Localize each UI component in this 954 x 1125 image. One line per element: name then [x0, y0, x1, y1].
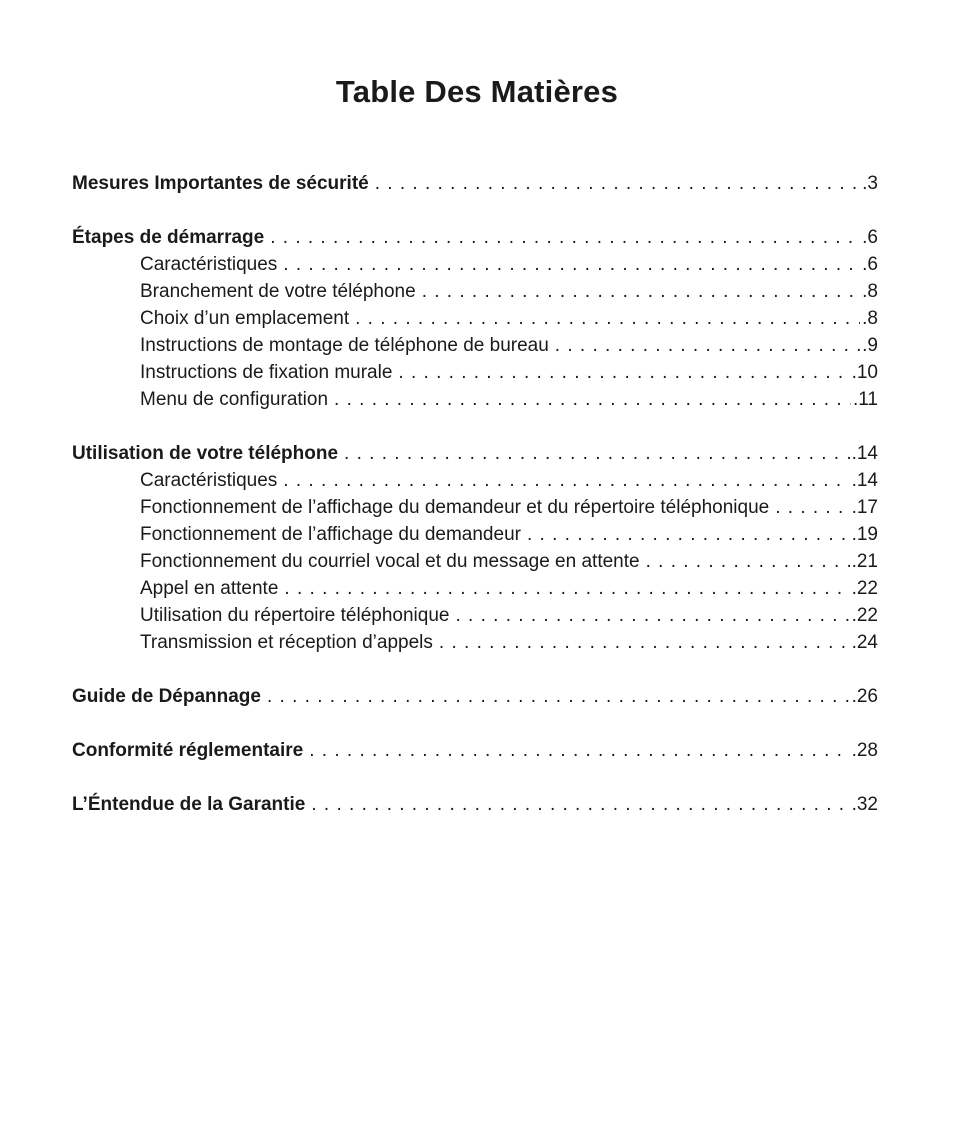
toc-section-heading[interactable] — [72, 440, 878, 467]
dot-leader — [334, 386, 851, 413]
toc-section-heading[interactable] — [72, 224, 878, 251]
toc-section-heading-label: Conformité réglementaire — [72, 740, 304, 761]
toc-entry[interactable] — [140, 278, 878, 305]
toc-section-heading-page-number: .3 — [862, 173, 878, 194]
toc-section-heading-label: Étapes de démarrage — [72, 227, 265, 248]
toc-entry-page-number: .8 — [862, 308, 878, 329]
toc-entry-label: Fonctionnement de l’affichage du demandeur — [140, 524, 521, 545]
toc-section — [72, 737, 878, 764]
dot-leader — [422, 278, 860, 305]
toc-section-heading[interactable] — [72, 170, 878, 197]
toc-entry-label: Fonctionnement de l’affichage du demandeur et du répertoire téléphonique — [140, 497, 770, 518]
toc-entry-label: Utilisation du répertoire téléphonique — [140, 605, 450, 626]
toc-entry[interactable] — [140, 521, 878, 548]
toc-entry-page-number: .17 — [851, 497, 878, 518]
toc-entry-page-number: .9 — [862, 335, 878, 356]
toc-entry[interactable] — [140, 575, 878, 602]
toc-section-heading-label: Mesures Importantes de sécurité — [72, 173, 369, 194]
toc-section-heading-label: Guide de Dépannage — [72, 686, 261, 707]
toc-section — [72, 224, 878, 413]
dot-leader — [344, 440, 850, 467]
toc-entry-page-number: .6 — [862, 254, 878, 275]
toc-entry-label: Transmission et réception d’appels — [140, 632, 433, 653]
toc-section-heading[interactable] — [72, 791, 878, 818]
dot-leader — [267, 683, 850, 710]
toc-section — [72, 170, 878, 197]
toc-entry-page-number: .11 — [852, 389, 878, 410]
dot-leader — [283, 251, 860, 278]
toc-entry-label: Instructions de montage de téléphone de bureau — [140, 335, 549, 356]
toc-entry-label: Appel en attente — [140, 578, 279, 599]
toc-entry-label: Menu de configuration — [140, 389, 329, 410]
toc-entry-page-number: .22 — [851, 605, 878, 626]
toc-entry[interactable] — [140, 359, 878, 386]
dot-leader — [455, 602, 849, 629]
toc-section-heading-page-number: .32 — [851, 794, 878, 815]
dot-leader — [439, 629, 850, 656]
toc-section-heading-label: Utilisation de votre téléphone — [72, 443, 339, 464]
toc-entry[interactable] — [140, 251, 878, 278]
toc-section-heading-page-number: .28 — [851, 740, 878, 761]
toc-entry-label: Caractéristiques — [140, 470, 278, 491]
toc-entry-page-number: .22 — [851, 578, 878, 599]
toc-entry[interactable] — [140, 332, 878, 359]
toc-entry-label: Branchement de votre téléphone — [140, 281, 416, 302]
dot-leader — [270, 224, 860, 251]
toc-section-heading-page-number: .14 — [851, 443, 878, 464]
dot-leader — [527, 521, 850, 548]
toc-section — [72, 440, 878, 656]
toc-entry-label: Caractéristiques — [140, 254, 278, 275]
toc-section-heading-page-number: .26 — [851, 686, 878, 707]
dot-leader — [375, 170, 860, 197]
toc-entry-page-number: .19 — [851, 524, 878, 545]
dot-leader — [309, 737, 849, 764]
toc-section-heading-page-number: .6 — [862, 227, 878, 248]
toc-entry-page-number: .14 — [851, 470, 878, 491]
toc-entry[interactable] — [140, 548, 878, 575]
table-of-contents — [72, 170, 878, 845]
toc-entry-label: Choix d’un emplacement — [140, 308, 350, 329]
toc-entry-label: Instructions de fixation murale — [140, 362, 393, 383]
toc-section-heading[interactable] — [72, 683, 878, 710]
toc-entry-page-number: .10 — [851, 362, 878, 383]
toc-entry[interactable] — [140, 494, 878, 521]
toc-entry[interactable] — [140, 467, 878, 494]
toc-section-heading-label: L’Éntendue de la Garantie — [72, 794, 306, 815]
toc-entry[interactable] — [140, 602, 878, 629]
dot-leader — [398, 359, 849, 386]
page-title: Table Des Matières — [335, 74, 619, 109]
toc-section-heading[interactable] — [72, 737, 878, 764]
dot-leader — [284, 575, 849, 602]
toc-entry[interactable] — [140, 305, 878, 332]
dot-leader — [775, 494, 849, 521]
toc-entry[interactable] — [140, 386, 878, 413]
dot-leader — [555, 332, 860, 359]
toc-entry-label: Fonctionnement du courriel vocal et du message en attente — [140, 551, 640, 572]
toc-entry-page-number: .21 — [851, 551, 878, 572]
dot-leader — [283, 467, 849, 494]
toc-entry[interactable] — [140, 629, 878, 656]
toc-entry-page-number: .24 — [851, 632, 878, 653]
dot-leader — [311, 791, 849, 818]
dot-leader — [646, 548, 850, 575]
toc-entry-page-number: .8 — [862, 281, 878, 302]
dot-leader — [355, 305, 860, 332]
toc-section — [72, 683, 878, 710]
toc-section — [72, 791, 878, 818]
